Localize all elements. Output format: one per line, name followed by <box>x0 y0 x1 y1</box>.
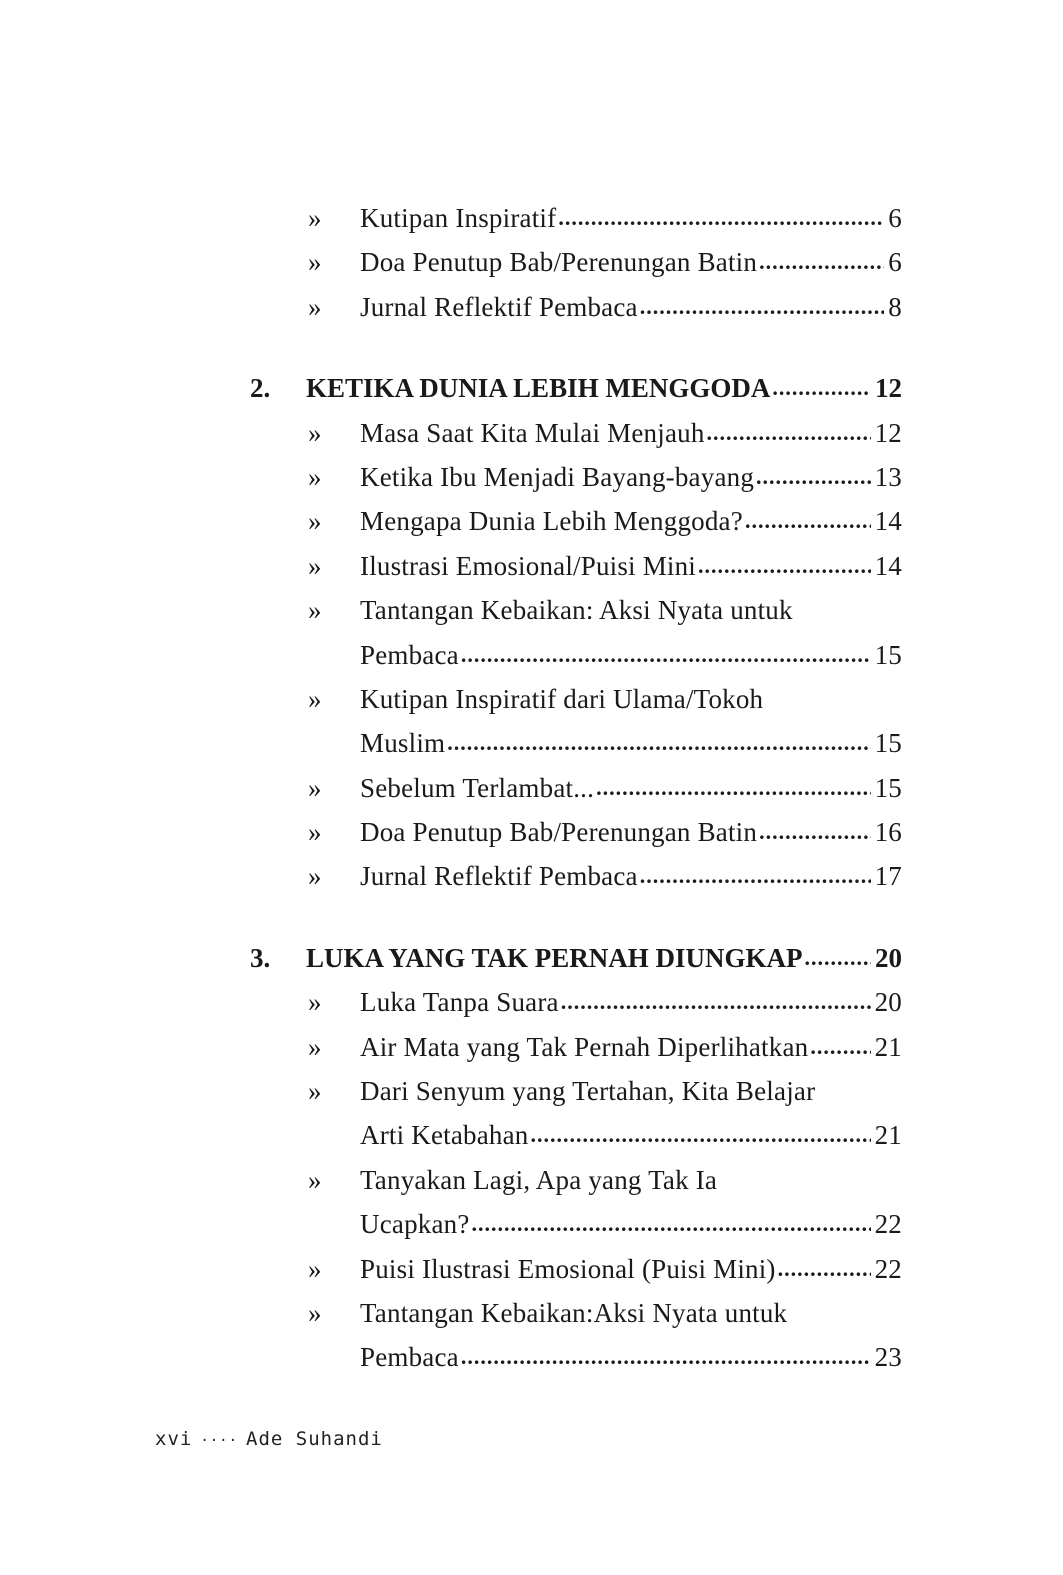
dot-leader <box>756 455 871 499</box>
bullet-icon: » <box>308 461 322 492</box>
dot-leader <box>461 633 871 677</box>
entry-title: Jurnal Reflektif Pembaca <box>360 291 638 322</box>
toc-entry[interactable] <box>250 588 902 632</box>
chapter-page-number: 12 <box>875 373 902 404</box>
entry-page-number: 22 <box>874 1253 902 1284</box>
toc-entry[interactable] <box>250 854 902 898</box>
bullet-icon: » <box>308 1076 322 1107</box>
chapter-page-number: 20 <box>875 942 902 973</box>
toc-group <box>250 366 902 899</box>
entry-title: Tanyakan Lagi, Apa yang Tak Ia <box>360 1164 718 1195</box>
footer-separator: ···· <box>200 1433 239 1449</box>
chapter-number: 2. <box>250 373 271 404</box>
toc-group <box>250 196 902 329</box>
bullet-icon: » <box>308 291 322 322</box>
entry-title: Sebelum Terlambat... <box>360 772 595 803</box>
entry-page-number: 17 <box>874 861 902 892</box>
toc-entry[interactable] <box>250 285 902 329</box>
toc-entry[interactable] <box>250 677 902 721</box>
entry-title: Tantangan Kebaikan: Aksi Nyata untuk <box>360 595 793 626</box>
toc-entry[interactable] <box>250 980 902 1024</box>
dot-leader <box>759 810 871 854</box>
bullet-icon: » <box>308 506 322 537</box>
chapter-number: 3. <box>250 942 271 973</box>
toc-entry[interactable] <box>250 455 902 499</box>
entry-title: Puisi Ilustrasi Emosional (Puisi Mini) <box>360 1253 776 1284</box>
page-footer <box>155 1428 383 1450</box>
entry-title: Dari Senyum yang Tertahan, Kita Belajar <box>360 1076 816 1107</box>
entry-page-number: 14 <box>874 550 902 581</box>
entry-page-number: 21 <box>874 1031 902 1062</box>
toc-entry[interactable] <box>250 1025 902 1069</box>
entry-title: Doa Penutup Bab/Perenungan Batin <box>360 247 758 278</box>
toc-entry[interactable] <box>250 499 902 543</box>
bullet-icon: » <box>308 202 322 233</box>
toc-entry[interactable] <box>250 411 902 455</box>
dot-leader <box>530 1113 870 1157</box>
bullet-icon: » <box>308 595 322 626</box>
toc-entry[interactable] <box>250 1069 902 1113</box>
dot-leader <box>596 766 871 810</box>
entry-title: Jurnal Reflektif Pembaca <box>360 861 638 892</box>
entry-page-number: 8 <box>888 291 902 322</box>
entry-title: Kutipan Inspiratif <box>360 202 557 233</box>
toc-group <box>250 936 902 1380</box>
bullet-icon: » <box>308 1031 322 1062</box>
toc-entry[interactable] <box>250 1247 902 1291</box>
entry-title: Pembaca <box>360 1342 459 1373</box>
bullet-icon: » <box>308 417 322 448</box>
entry-title: Mengapa Dunia Lebih Menggoda? <box>360 506 743 537</box>
bullet-icon: » <box>308 861 322 892</box>
dot-leader <box>558 196 884 240</box>
entry-title: Muslim <box>360 728 446 759</box>
entry-title: Luka Tanpa Suara <box>360 987 559 1018</box>
toc-entry-continuation[interactable] <box>250 633 902 677</box>
entry-title: Pembaca <box>360 639 459 670</box>
dot-leader <box>707 411 871 455</box>
toc-entry-continuation[interactable] <box>250 1202 902 1246</box>
dot-leader <box>810 1025 870 1069</box>
dot-leader <box>447 721 870 765</box>
dot-leader <box>759 240 884 284</box>
entry-title: Kutipan Inspiratif dari Ulama/Tokoh <box>360 683 764 714</box>
entry-title: Masa Saat Kita Mulai Menjauh <box>360 417 705 448</box>
toc-entry[interactable] <box>250 810 902 854</box>
entry-page-number: 13 <box>874 461 902 492</box>
dot-leader <box>640 285 885 329</box>
toc-entry[interactable] <box>250 240 902 284</box>
entry-page-number: 22 <box>874 1209 902 1240</box>
toc-entry[interactable] <box>250 1291 902 1335</box>
entry-page-number: 16 <box>874 817 902 848</box>
bullet-icon: » <box>308 1164 322 1195</box>
toc-entry[interactable] <box>250 1158 902 1202</box>
entry-title: Ilustrasi Emosional/Puisi Mini <box>360 550 697 581</box>
entry-page-number: 14 <box>874 506 902 537</box>
toc-chapter-heading[interactable] <box>250 936 902 980</box>
bullet-icon: » <box>308 772 322 803</box>
entry-title: Tantangan Kebaikan:Aksi Nyata untuk <box>360 1297 788 1328</box>
bullet-icon: » <box>308 247 322 278</box>
dot-leader <box>461 1335 871 1379</box>
toc-entry-continuation[interactable] <box>250 1113 902 1157</box>
entry-page-number: 21 <box>874 1120 902 1151</box>
dot-leader <box>745 499 871 543</box>
toc-entry-continuation[interactable] <box>250 1335 902 1379</box>
footer-author: Ade Suhandi <box>246 1428 383 1450</box>
bullet-icon: » <box>308 550 322 581</box>
entry-title: Doa Penutup Bab/Perenungan Batin <box>360 817 758 848</box>
chapter-title: KETIKA DUNIA LEBIH MENGGODA <box>306 373 771 404</box>
entry-page-number: 15 <box>874 772 902 803</box>
entry-title: Ketika Ibu Menjadi Bayang-bayang <box>360 461 755 492</box>
entry-title: Arti Ketabahan <box>360 1120 529 1151</box>
dot-leader <box>472 1202 871 1246</box>
entry-page-number: 6 <box>888 247 902 278</box>
entry-title: Air Mata yang Tak Pernah Diperlihatkan <box>360 1031 809 1062</box>
bullet-icon: » <box>308 683 322 714</box>
bullet-icon: » <box>308 1253 322 1284</box>
entry-page-number: 23 <box>874 1342 902 1373</box>
entry-page-number: 12 <box>874 417 902 448</box>
bullet-icon: » <box>308 817 322 848</box>
dot-leader <box>805 936 871 980</box>
entry-page-number: 15 <box>874 639 902 670</box>
dot-leader <box>698 544 871 588</box>
bullet-icon: » <box>308 1297 322 1328</box>
toc-entry[interactable] <box>250 544 902 588</box>
bullet-icon: » <box>308 987 322 1018</box>
entry-page-number: 15 <box>874 728 902 759</box>
toc-entry-continuation[interactable] <box>250 721 902 765</box>
footer-page-number: xvi <box>155 1428 193 1450</box>
entry-title: Ucapkan? <box>360 1209 470 1240</box>
toc-chapter-heading[interactable] <box>250 366 902 410</box>
table-of-contents <box>250 196 902 1380</box>
toc-entry[interactable] <box>250 766 902 810</box>
entry-page-number: 20 <box>874 987 902 1018</box>
dot-leader <box>772 366 871 410</box>
dot-leader <box>640 854 871 898</box>
chapter-title: LUKA YANG TAK PERNAH DIUNGKAP <box>306 942 803 973</box>
dot-leader <box>778 1247 871 1291</box>
toc-entry[interactable] <box>250 196 902 240</box>
dot-leader <box>561 980 871 1024</box>
entry-page-number: 6 <box>888 202 902 233</box>
